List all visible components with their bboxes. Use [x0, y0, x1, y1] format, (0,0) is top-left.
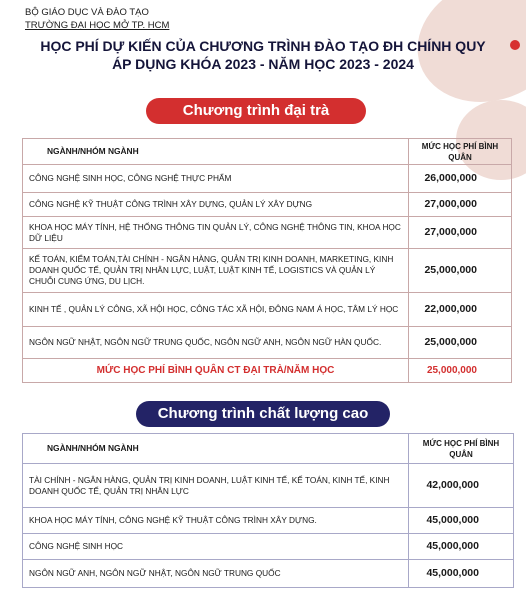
col-fee-header: MỨC HỌC PHÍ BÌNH QUÂN [409, 139, 512, 165]
table-row [23, 193, 512, 217]
major-cell: KINH TẾ , QUẢN LÝ CÔNG, XÃ HỘI HỌC, CÔNG TÁC XÃ HỘI, ĐÔNG NAM Á HỌC, TÂM LÝ HỌC [23, 293, 409, 327]
table-row [23, 508, 514, 534]
title-line-2: ÁP DỤNG KHÓA 2023 - NĂM HỌC 2023 - 2024 [112, 56, 414, 72]
major-cell: KẾ TOÁN, KIỂM TOÁN,TÀI CHÍNH - NGÂN HÀNG, QUẢN TRỊ KINH DOANH, MARKETING, KINH DOANH QUỐC TẾ, QUẢN TRỊ NHÂN LỰC, LUẬT, LUẬT KINH TẾ, LOGISTICS VÀ QUẢN LÝ CHUỖI CUNG ỨNG, DU LỊCH. [23, 249, 409, 293]
fee-cell: 45,000,000 [409, 534, 514, 560]
fee-cell: 25,000,000 [409, 249, 512, 293]
table-header-row [23, 434, 514, 464]
major-cell: NGÔN NGỮ ANH, NGÔN NGỮ NHẬT, NGÔN NGỮ TRUNG QUỐC [23, 560, 409, 588]
col-major-header: NGÀNH/NHÓM NGÀNH [23, 139, 409, 165]
high-quality-program-banner: Chương trình chất lượng cao [136, 401, 390, 427]
major-cell: TÀI CHÍNH - NGÂN HÀNG, QUẢN TRỊ KINH DOANH, LUẬT KINH TẾ, KẾ TOÁN, KINH TẾ, KINH DOANH QUỐC TẾ, QUẢN TRỊ NHÂN LỰC [23, 464, 409, 508]
table-row [23, 165, 512, 193]
fee-cell: 45,000,000 [409, 508, 514, 534]
table-row [23, 217, 512, 249]
fee-cell: 27,000,000 [409, 193, 512, 217]
major-cell: KHOA HỌC MÁY TÍNH, CÔNG NGHỆ KỸ THUẬT CÔNG TRÌNH XÂY DỰNG. [23, 508, 409, 534]
major-cell: KHOA HỌC MÁY TÍNH, HỆ THỐNG THÔNG TIN QUẢN LÝ, CÔNG NGHỆ THÔNG TIN, KHOA HỌC DỮ LIỆU [23, 217, 409, 249]
fee-cell: 27,000,000 [409, 217, 512, 249]
ministry-name: BỘ GIÁO DỤC VÀ ĐÀO TẠO [25, 7, 149, 18]
fee-cell: 25,000,000 [409, 327, 512, 359]
high-quality-fee-table [22, 433, 514, 588]
table-row [23, 560, 514, 588]
standard-program-banner: Chương trình đại trà [146, 98, 366, 124]
title-line-1: HỌC PHÍ DỰ KIẾN CỦA CHƯƠNG TRÌNH ĐÀO TẠO ĐH CHÍNH QUY [40, 38, 486, 54]
table-row [23, 327, 512, 359]
fee-cell: 26,000,000 [409, 165, 512, 193]
major-cell: CÔNG NGHỆ SINH HỌC [23, 534, 409, 560]
standard-fee-table [22, 138, 512, 383]
major-cell: CÔNG NGHỆ SINH HỌC, CÔNG NGHỆ THỰC PHẨM [23, 165, 409, 193]
average-label: MỨC HỌC PHÍ BÌNH QUÂN CT ĐẠI TRÀ/NĂM HỌC [23, 359, 409, 383]
organization-header [25, 6, 169, 32]
col-major-header: NGÀNH/NHÓM NGÀNH [23, 434, 409, 464]
col-fee-header: MỨC HỌC PHÍ BÌNH QUÂN [409, 434, 514, 464]
table-header-row [23, 139, 512, 165]
average-row [23, 359, 512, 383]
average-fee: 25,000,000 [409, 359, 512, 383]
page-title [0, 37, 526, 73]
university-name: TRƯỜNG ĐẠI HỌC MỞ TP. HCM [25, 20, 170, 31]
table-row [23, 464, 514, 508]
table-row [23, 249, 512, 293]
major-cell: NGÔN NGỮ NHẬT, NGÔN NGỮ TRUNG QUỐC, NGÔN NGỮ ANH, NGÔN NGỮ HÀN QUỐC. [23, 327, 409, 359]
fee-cell: 45,000,000 [409, 560, 514, 588]
fee-cell: 42,000,000 [409, 464, 514, 508]
major-cell: CÔNG NGHỆ KỸ THUẬT CÔNG TRÌNH XÂY DỰNG, QUẢN LÝ XÂY DỰNG [23, 193, 409, 217]
table-row [23, 534, 514, 560]
table-row [23, 293, 512, 327]
fee-cell: 22,000,000 [409, 293, 512, 327]
